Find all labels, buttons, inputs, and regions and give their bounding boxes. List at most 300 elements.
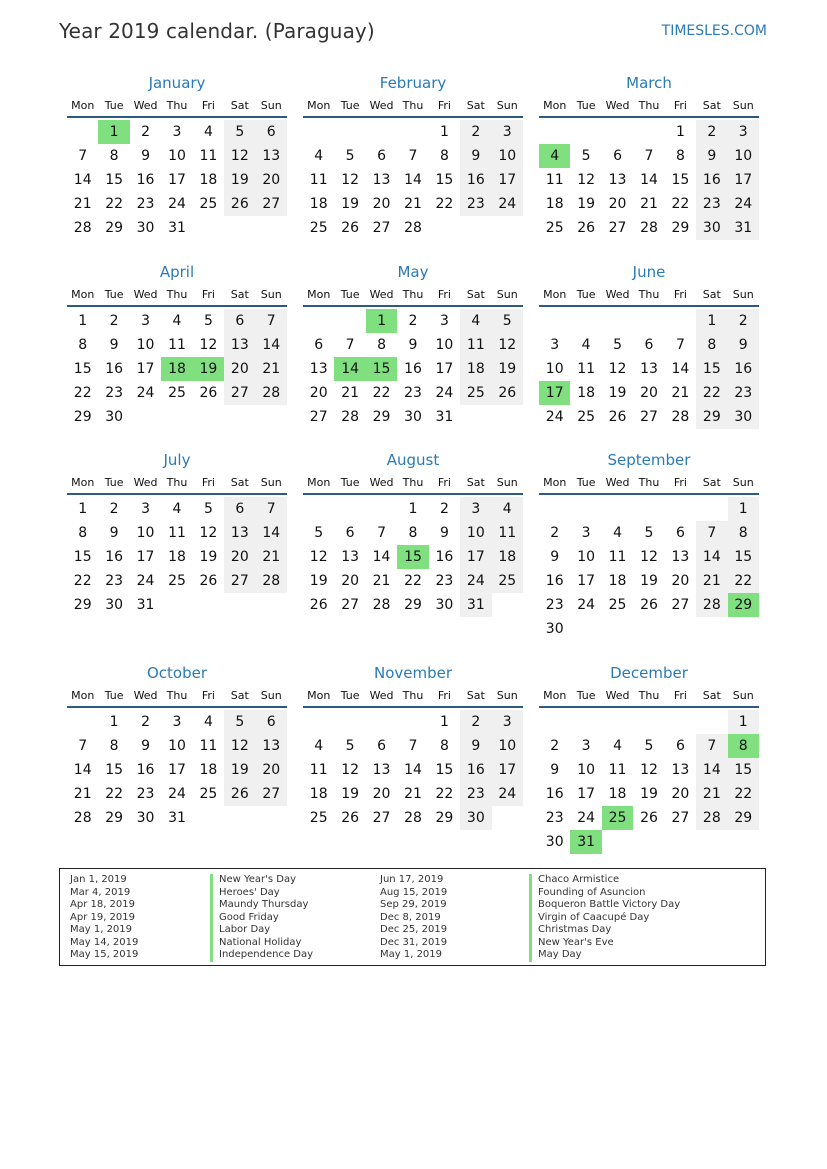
day-cell: 6: [345, 525, 355, 541]
weekday-label: Thu: [166, 476, 188, 489]
empty-cell: [334, 497, 365, 521]
day-cell: 15: [435, 172, 454, 188]
day-cell: 12: [640, 549, 658, 565]
day-cell: 10: [545, 361, 564, 377]
day-cell: 21: [640, 196, 658, 212]
day-cell: 13: [309, 361, 328, 377]
month-title: February: [379, 74, 447, 92]
weekday-label: Sun: [496, 288, 518, 301]
empty-cell: [602, 617, 633, 641]
day-cell: 27: [341, 597, 360, 613]
day-cell: 9: [460, 144, 491, 168]
day-cell: 19: [341, 196, 360, 212]
weekday-label: Fri: [673, 689, 687, 702]
empty-cell: [633, 710, 664, 734]
brand-link[interactable]: TIMESLES.COM: [661, 23, 767, 39]
day-cell: 24: [492, 782, 523, 806]
weekday-label: Sat: [702, 476, 721, 489]
weekday-label: Sun: [496, 476, 518, 489]
day-cell: 16: [136, 762, 155, 778]
day-cell: 16: [136, 172, 155, 188]
holiday-day-cell: 1: [366, 309, 397, 333]
day-cell: 30: [105, 597, 124, 613]
day-cell: 22: [404, 573, 422, 589]
day-cell: 12: [640, 762, 658, 778]
day-cell: 12: [199, 337, 218, 353]
day-cell: 17: [577, 786, 596, 802]
day-cell: 13: [608, 172, 627, 188]
month-june: [539, 261, 759, 429]
weekday-label: Fri: [201, 476, 215, 489]
day-cell: 21: [256, 545, 287, 569]
weekday-label: Tue: [104, 288, 124, 301]
weekday-label: Wed: [133, 689, 158, 702]
day-cell: 19: [608, 385, 627, 401]
day-cell: 1: [439, 124, 449, 140]
day-cell: 24: [168, 786, 186, 802]
holiday-day-cell: 19: [193, 357, 224, 381]
weekday-label: Fri: [201, 689, 215, 702]
day-cell: 11: [199, 738, 218, 754]
day-cell: 26: [199, 385, 218, 401]
day-cell: 25: [545, 220, 564, 236]
day-cell: 5: [203, 313, 213, 329]
day-cell: 14: [640, 172, 658, 188]
weekday-label: Mon: [543, 99, 567, 112]
day-cell: 15: [671, 172, 690, 188]
day-cell: 23: [105, 385, 124, 401]
weekday-label: Fri: [673, 476, 687, 489]
day-cell: 20: [671, 573, 690, 589]
day-cell: 17: [435, 361, 454, 377]
day-cell: 3: [581, 738, 591, 754]
holiday-day-cell: 18: [161, 357, 192, 381]
day-cell: 11: [309, 762, 328, 778]
day-cell: 7: [345, 337, 355, 353]
day-cell: 23: [728, 381, 759, 405]
weekday-header: [539, 285, 759, 307]
legend-holiday-name: Good Friday: [210, 912, 313, 925]
weekday-label: Thu: [638, 288, 660, 301]
day-cell: 16: [545, 786, 564, 802]
day-grid: [539, 497, 759, 641]
month-title: November: [373, 664, 453, 682]
weekday-label: Sun: [496, 689, 518, 702]
day-cell: 3: [492, 710, 523, 734]
empty-cell: [303, 309, 334, 333]
weekday-label: Thu: [166, 99, 188, 112]
day-cell: 3: [439, 313, 449, 329]
day-grid: [303, 497, 523, 617]
day-cell: 8: [109, 148, 119, 164]
weekday-label: Tue: [104, 689, 124, 702]
day-cell: 27: [372, 220, 391, 236]
empty-cell: [633, 617, 664, 641]
day-cell: 17: [577, 573, 596, 589]
day-grid: [539, 309, 759, 429]
weekday-label: Thu: [402, 99, 424, 112]
day-cell: 22: [372, 385, 391, 401]
month-title: March: [626, 74, 672, 92]
day-cell: 17: [136, 549, 155, 565]
day-cell: 18: [460, 357, 491, 381]
weekday-label: Wed: [605, 476, 630, 489]
day-cell: 25: [309, 810, 328, 826]
weekday-label: Thu: [638, 99, 660, 112]
day-cell: 8: [439, 738, 449, 754]
day-cell: 13: [372, 762, 391, 778]
day-cell: 30: [105, 409, 124, 425]
day-cell: 18: [545, 196, 564, 212]
empty-cell: [397, 710, 428, 734]
empty-cell: [366, 710, 397, 734]
day-cell: 28: [696, 806, 727, 830]
weekday-label: Sat: [466, 288, 485, 301]
weekday-header: [67, 473, 287, 495]
day-cell: 10: [168, 738, 186, 754]
weekday-label: Wed: [369, 99, 394, 112]
weekday-label: Mon: [71, 99, 95, 112]
day-cell: 7: [675, 337, 685, 353]
day-cell: 13: [341, 549, 360, 565]
empty-cell: [366, 120, 397, 144]
legend-holiday-name: Chaco Armistice: [529, 874, 680, 887]
day-cell: 22: [73, 385, 92, 401]
empty-cell: [665, 497, 696, 521]
day-cell: 5: [613, 337, 623, 353]
day-cell: 26: [224, 192, 255, 216]
day-cell: 5: [581, 148, 591, 164]
legend-dates-col-2: [380, 874, 447, 962]
weekday-label: Tue: [576, 288, 596, 301]
legend-date: May 1, 2019: [380, 949, 443, 960]
day-cell: 9: [550, 549, 560, 565]
day-cell: 11: [608, 762, 627, 778]
day-cell: 10: [492, 144, 523, 168]
day-cell: 14: [404, 172, 422, 188]
day-cell: 19: [492, 357, 523, 381]
day-cell: 12: [309, 549, 328, 565]
day-cell: 4: [581, 337, 591, 353]
day-cell: 25: [168, 385, 186, 401]
weekday-label: Sun: [732, 99, 754, 112]
day-cell: 3: [172, 714, 182, 730]
day-cell: 24: [577, 810, 596, 826]
empty-cell: [633, 120, 664, 144]
empty-cell: [161, 593, 192, 617]
day-cell: 17: [168, 172, 186, 188]
day-cell: 3: [141, 313, 151, 329]
day-cell: 14: [372, 549, 391, 565]
weekday-label: Thu: [638, 689, 660, 702]
legend-holiday-name: Independence Day: [210, 949, 313, 962]
weekday-label: Mon: [307, 99, 331, 112]
day-cell: 22: [696, 381, 727, 405]
legend-date: Jan 1, 2019: [70, 874, 127, 885]
day-cell: 13: [224, 333, 255, 357]
day-cell: 31: [168, 810, 186, 826]
day-cell: 11: [309, 172, 328, 188]
day-cell: 22: [435, 196, 454, 212]
empty-cell: [665, 830, 696, 854]
day-cell: 10: [577, 762, 596, 778]
day-cell: 6: [644, 337, 654, 353]
day-cell: 25: [460, 381, 491, 405]
weekday-label: Mon: [71, 476, 95, 489]
day-cell: 5: [644, 738, 654, 754]
day-cell: 27: [671, 597, 690, 613]
day-cell: 15: [728, 758, 759, 782]
day-cell: 18: [608, 573, 627, 589]
legend-holiday-name: Boqueron Battle Victory Day: [529, 899, 680, 912]
day-cell: 14: [73, 762, 92, 778]
day-cell: 16: [435, 549, 454, 565]
weekday-label: Sun: [732, 476, 754, 489]
day-cell: 5: [644, 525, 654, 541]
day-cell: 5: [492, 309, 523, 333]
empty-cell: [334, 309, 365, 333]
weekday-label: Wed: [369, 689, 394, 702]
weekday-label: Thu: [166, 288, 188, 301]
day-cell: 21: [696, 782, 727, 806]
weekday-label: Mon: [307, 689, 331, 702]
day-cell: 25: [577, 409, 596, 425]
weekday-label: Sat: [230, 99, 249, 112]
day-cell: 25: [199, 196, 218, 212]
legend-holiday-name: Virgin of Caacupé Day: [529, 912, 680, 925]
weekday-label: Sat: [466, 476, 485, 489]
day-cell: 23: [696, 192, 727, 216]
weekday-label: Wed: [369, 288, 394, 301]
day-cell: 28: [256, 381, 287, 405]
weekday-label: Sat: [702, 689, 721, 702]
day-cell: 24: [492, 192, 523, 216]
day-grid: [67, 120, 287, 240]
day-cell: 14: [696, 758, 727, 782]
day-cell: 27: [671, 810, 690, 826]
day-cell: 26: [640, 597, 658, 613]
weekday-label: Thu: [638, 476, 660, 489]
day-cell: 19: [224, 758, 255, 782]
empty-cell: [224, 405, 255, 429]
weekday-label: Sun: [496, 99, 518, 112]
day-cell: 18: [168, 549, 186, 565]
empty-cell: [429, 216, 460, 240]
empty-cell: [728, 830, 759, 854]
legend-holiday-name: Heroes' Day: [210, 887, 313, 900]
day-cell: 4: [314, 738, 324, 754]
day-cell: 17: [168, 762, 186, 778]
day-cell: 21: [341, 385, 360, 401]
empty-cell: [492, 806, 523, 830]
day-cell: 22: [728, 569, 759, 593]
empty-cell: [224, 593, 255, 617]
weekday-label: Fri: [201, 288, 215, 301]
day-cell: 5: [203, 501, 213, 517]
empty-cell: [728, 617, 759, 641]
legend-date: Dec 8, 2019: [380, 911, 441, 923]
day-cell: 4: [492, 497, 523, 521]
day-cell: 9: [408, 337, 418, 353]
day-cell: 11: [168, 525, 186, 541]
day-cell: 19: [577, 196, 596, 212]
empty-cell: [303, 497, 334, 521]
empty-cell: [67, 710, 98, 734]
weekday-label: Fri: [437, 99, 451, 112]
day-cell: 15: [105, 172, 124, 188]
empty-cell: [539, 120, 570, 144]
day-cell: 7: [696, 734, 727, 758]
empty-cell: [193, 216, 224, 240]
day-cell: 11: [608, 549, 627, 565]
day-cell: 27: [372, 810, 391, 826]
day-cell: 10: [136, 337, 155, 353]
weekday-label: Wed: [133, 476, 158, 489]
day-cell: 14: [256, 333, 287, 357]
day-cell: 18: [199, 762, 218, 778]
month-may: [303, 261, 523, 429]
day-cell: 1: [728, 710, 759, 734]
day-cell: 18: [608, 786, 627, 802]
day-cell: 20: [256, 758, 287, 782]
day-cell: 11: [492, 521, 523, 545]
day-cell: 2: [109, 501, 119, 517]
holiday-day-cell: 17: [539, 381, 570, 405]
empty-cell: [570, 710, 601, 734]
day-cell: 21: [372, 573, 391, 589]
empty-cell: [602, 309, 633, 333]
day-cell: 16: [460, 168, 491, 192]
day-cell: 31: [168, 220, 186, 236]
day-cell: 5: [345, 738, 355, 754]
day-cell: 26: [341, 220, 360, 236]
day-cell: 25: [199, 786, 218, 802]
empty-cell: [570, 309, 601, 333]
day-cell: 4: [172, 313, 182, 329]
day-cell: 15: [73, 361, 92, 377]
day-cell: 9: [550, 762, 560, 778]
legend-date: Mar 4, 2019: [70, 886, 131, 898]
day-cell: 15: [73, 549, 92, 565]
holiday-day-cell: 8: [728, 734, 759, 758]
weekday-label: Wed: [133, 288, 158, 301]
day-cell: 10: [492, 734, 523, 758]
empty-cell: [492, 593, 523, 617]
empty-cell: [303, 710, 334, 734]
day-cell: 19: [341, 786, 360, 802]
holiday-day-cell: 31: [570, 830, 601, 854]
day-cell: 5: [314, 525, 324, 541]
day-cell: 17: [492, 758, 523, 782]
day-cell: 27: [608, 220, 627, 236]
weekday-label: Mon: [543, 476, 567, 489]
day-cell: 21: [256, 357, 287, 381]
day-cell: 8: [439, 148, 449, 164]
holiday-day-cell: 25: [602, 806, 633, 830]
empty-cell: [633, 830, 664, 854]
day-cell: 7: [696, 521, 727, 545]
day-grid: [303, 120, 523, 240]
empty-cell: [633, 497, 664, 521]
month-april: [67, 261, 287, 429]
day-cell: 1: [675, 124, 685, 140]
day-cell: 29: [435, 810, 454, 826]
weekday-label: Mon: [307, 476, 331, 489]
empty-cell: [665, 617, 696, 641]
month-title: April: [159, 263, 195, 281]
day-cell: 26: [640, 810, 658, 826]
weekday-label: Wed: [133, 99, 158, 112]
day-cell: 22: [73, 573, 92, 589]
day-cell: 24: [577, 597, 596, 613]
weekday-label: Thu: [402, 476, 424, 489]
day-cell: 6: [675, 525, 685, 541]
legend-holiday-name: Maundy Thursday: [210, 899, 313, 912]
day-cell: 27: [224, 381, 255, 405]
day-cell: 27: [640, 409, 658, 425]
day-cell: 7: [256, 497, 287, 521]
weekday-label: Fri: [673, 288, 687, 301]
day-cell: 29: [696, 405, 727, 429]
empty-cell: [696, 617, 727, 641]
day-cell: 14: [256, 521, 287, 545]
weekday-header: [67, 285, 287, 307]
day-cell: 26: [492, 381, 523, 405]
day-cell: 10: [577, 549, 596, 565]
legend-date: May 15, 2019: [70, 949, 139, 960]
day-cell: 19: [199, 549, 218, 565]
day-cell: 21: [404, 786, 422, 802]
day-cell: 4: [613, 525, 623, 541]
day-cell: 4: [172, 501, 182, 517]
weekday-header: [539, 473, 759, 495]
day-cell: 23: [460, 782, 491, 806]
day-cell: 29: [105, 220, 124, 236]
day-cell: 28: [404, 220, 422, 236]
empty-cell: [256, 806, 287, 830]
day-cell: 13: [640, 361, 658, 377]
empty-cell: [539, 497, 570, 521]
weekday-label: Tue: [340, 689, 360, 702]
month-title: May: [397, 263, 429, 281]
day-cell: 6: [314, 337, 324, 353]
day-cell: 28: [640, 220, 658, 236]
day-cell: 16: [105, 361, 124, 377]
day-cell: 28: [73, 220, 92, 236]
legend-holiday-name: Founding of Asuncion: [529, 887, 680, 900]
day-cell: 29: [73, 597, 92, 613]
day-cell: 11: [460, 333, 491, 357]
empty-cell: [224, 806, 255, 830]
empty-cell: [696, 497, 727, 521]
legend-holiday-name: Christmas Day: [529, 924, 680, 937]
legend-dates-col-1: [70, 874, 138, 962]
empty-cell: [334, 710, 365, 734]
day-cell: 27: [256, 782, 287, 806]
weekday-label: Sun: [260, 476, 282, 489]
day-cell: 29: [73, 409, 92, 425]
day-cell: 9: [460, 734, 491, 758]
day-cell: 20: [224, 545, 255, 569]
day-cell: 31: [136, 597, 155, 613]
weekday-label: Fri: [437, 476, 451, 489]
legend-date: Dec 31, 2019: [380, 936, 448, 948]
day-cell: 9: [141, 148, 151, 164]
day-cell: 8: [728, 521, 759, 545]
day-cell: 12: [224, 144, 255, 168]
day-cell: 20: [309, 385, 328, 401]
legend-holiday-name: New Year's Day: [210, 874, 313, 887]
